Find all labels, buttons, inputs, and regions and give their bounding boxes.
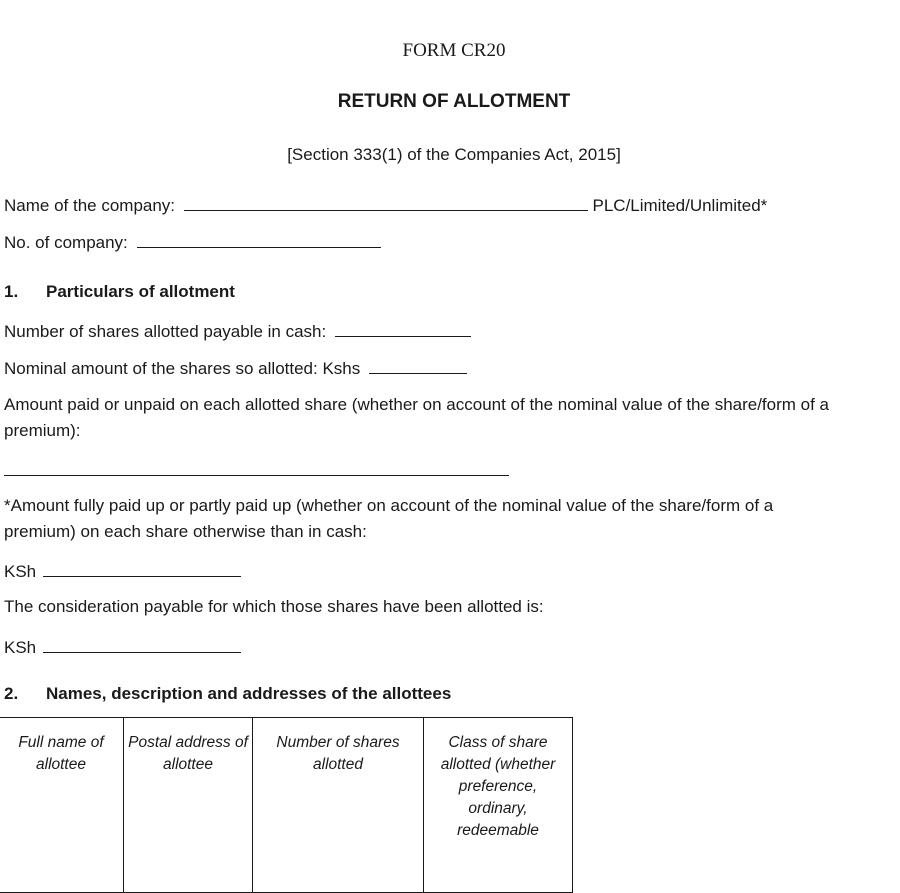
column-number-of-shares: Number of shares allotted	[253, 718, 424, 893]
ksh-field-1[interactable]	[43, 560, 241, 577]
column-class-of-share: Class of share allotted (whether preference, ordinary, redeemable	[424, 718, 573, 893]
form-title: RETURN OF ALLOTMENT	[337, 91, 571, 112]
company-type-options: PLC/Limited/Unlimited*	[592, 196, 768, 215]
shares-cash-label: Number of shares allotted payable in cash:	[4, 322, 327, 341]
section-1-title: Particulars of allotment	[46, 282, 235, 301]
nominal-amount-field[interactable]	[369, 357, 467, 374]
amount-paid-field[interactable]	[4, 475, 509, 476]
ksh-row-2	[4, 636, 241, 658]
column-postal-address: Postal address of allottee	[124, 718, 253, 893]
company-number-field[interactable]	[137, 231, 381, 248]
fully-paid-line-1: *Amount fully paid up or partly paid up (whether on account of the nominal value of the share/form of a	[4, 496, 774, 515]
company-number-row	[4, 231, 381, 253]
amount-paid-line-1: Amount paid or unpaid on each allotted share (whether on account of the nominal value of the share/form of a	[4, 395, 830, 414]
section-reference: [Section 333(1) of the Companies Act, 2015]	[287, 145, 621, 164]
section-2-heading	[4, 684, 451, 704]
section-1-number: 1.	[4, 282, 19, 301]
company-name-label: Name of the company:	[4, 196, 176, 215]
table-header-row	[0, 718, 573, 893]
company-name-field[interactable]	[184, 194, 588, 211]
section-2-number: 2.	[4, 684, 19, 703]
amount-paid-line-2: premium):	[4, 421, 81, 440]
section-1-heading	[4, 282, 235, 302]
shares-cash-field[interactable]	[335, 320, 471, 337]
ksh-field-2[interactable]	[43, 636, 241, 653]
ksh-row-1	[4, 560, 241, 582]
nominal-amount-row	[4, 357, 467, 379]
ksh-label-2: KSh	[4, 638, 37, 657]
form-code: FORM CR20	[402, 40, 506, 61]
nominal-amount-label: Nominal amount of the shares so allotted: Kshs	[4, 359, 361, 378]
fully-paid-line-2: premium) on each share otherwise than in cash:	[4, 522, 367, 541]
shares-cash-row	[4, 320, 471, 342]
company-number-label: No. of company:	[4, 233, 128, 252]
allottees-table	[0, 717, 573, 893]
section-2-title: Names, description and addresses of the allottees	[46, 684, 452, 703]
column-full-name: Full name of allottee	[0, 718, 124, 893]
ksh-label-1: KSh	[4, 562, 37, 581]
consideration-label: The consideration payable for which those shares have been allotted is:	[4, 597, 544, 616]
company-name-row	[4, 194, 767, 216]
